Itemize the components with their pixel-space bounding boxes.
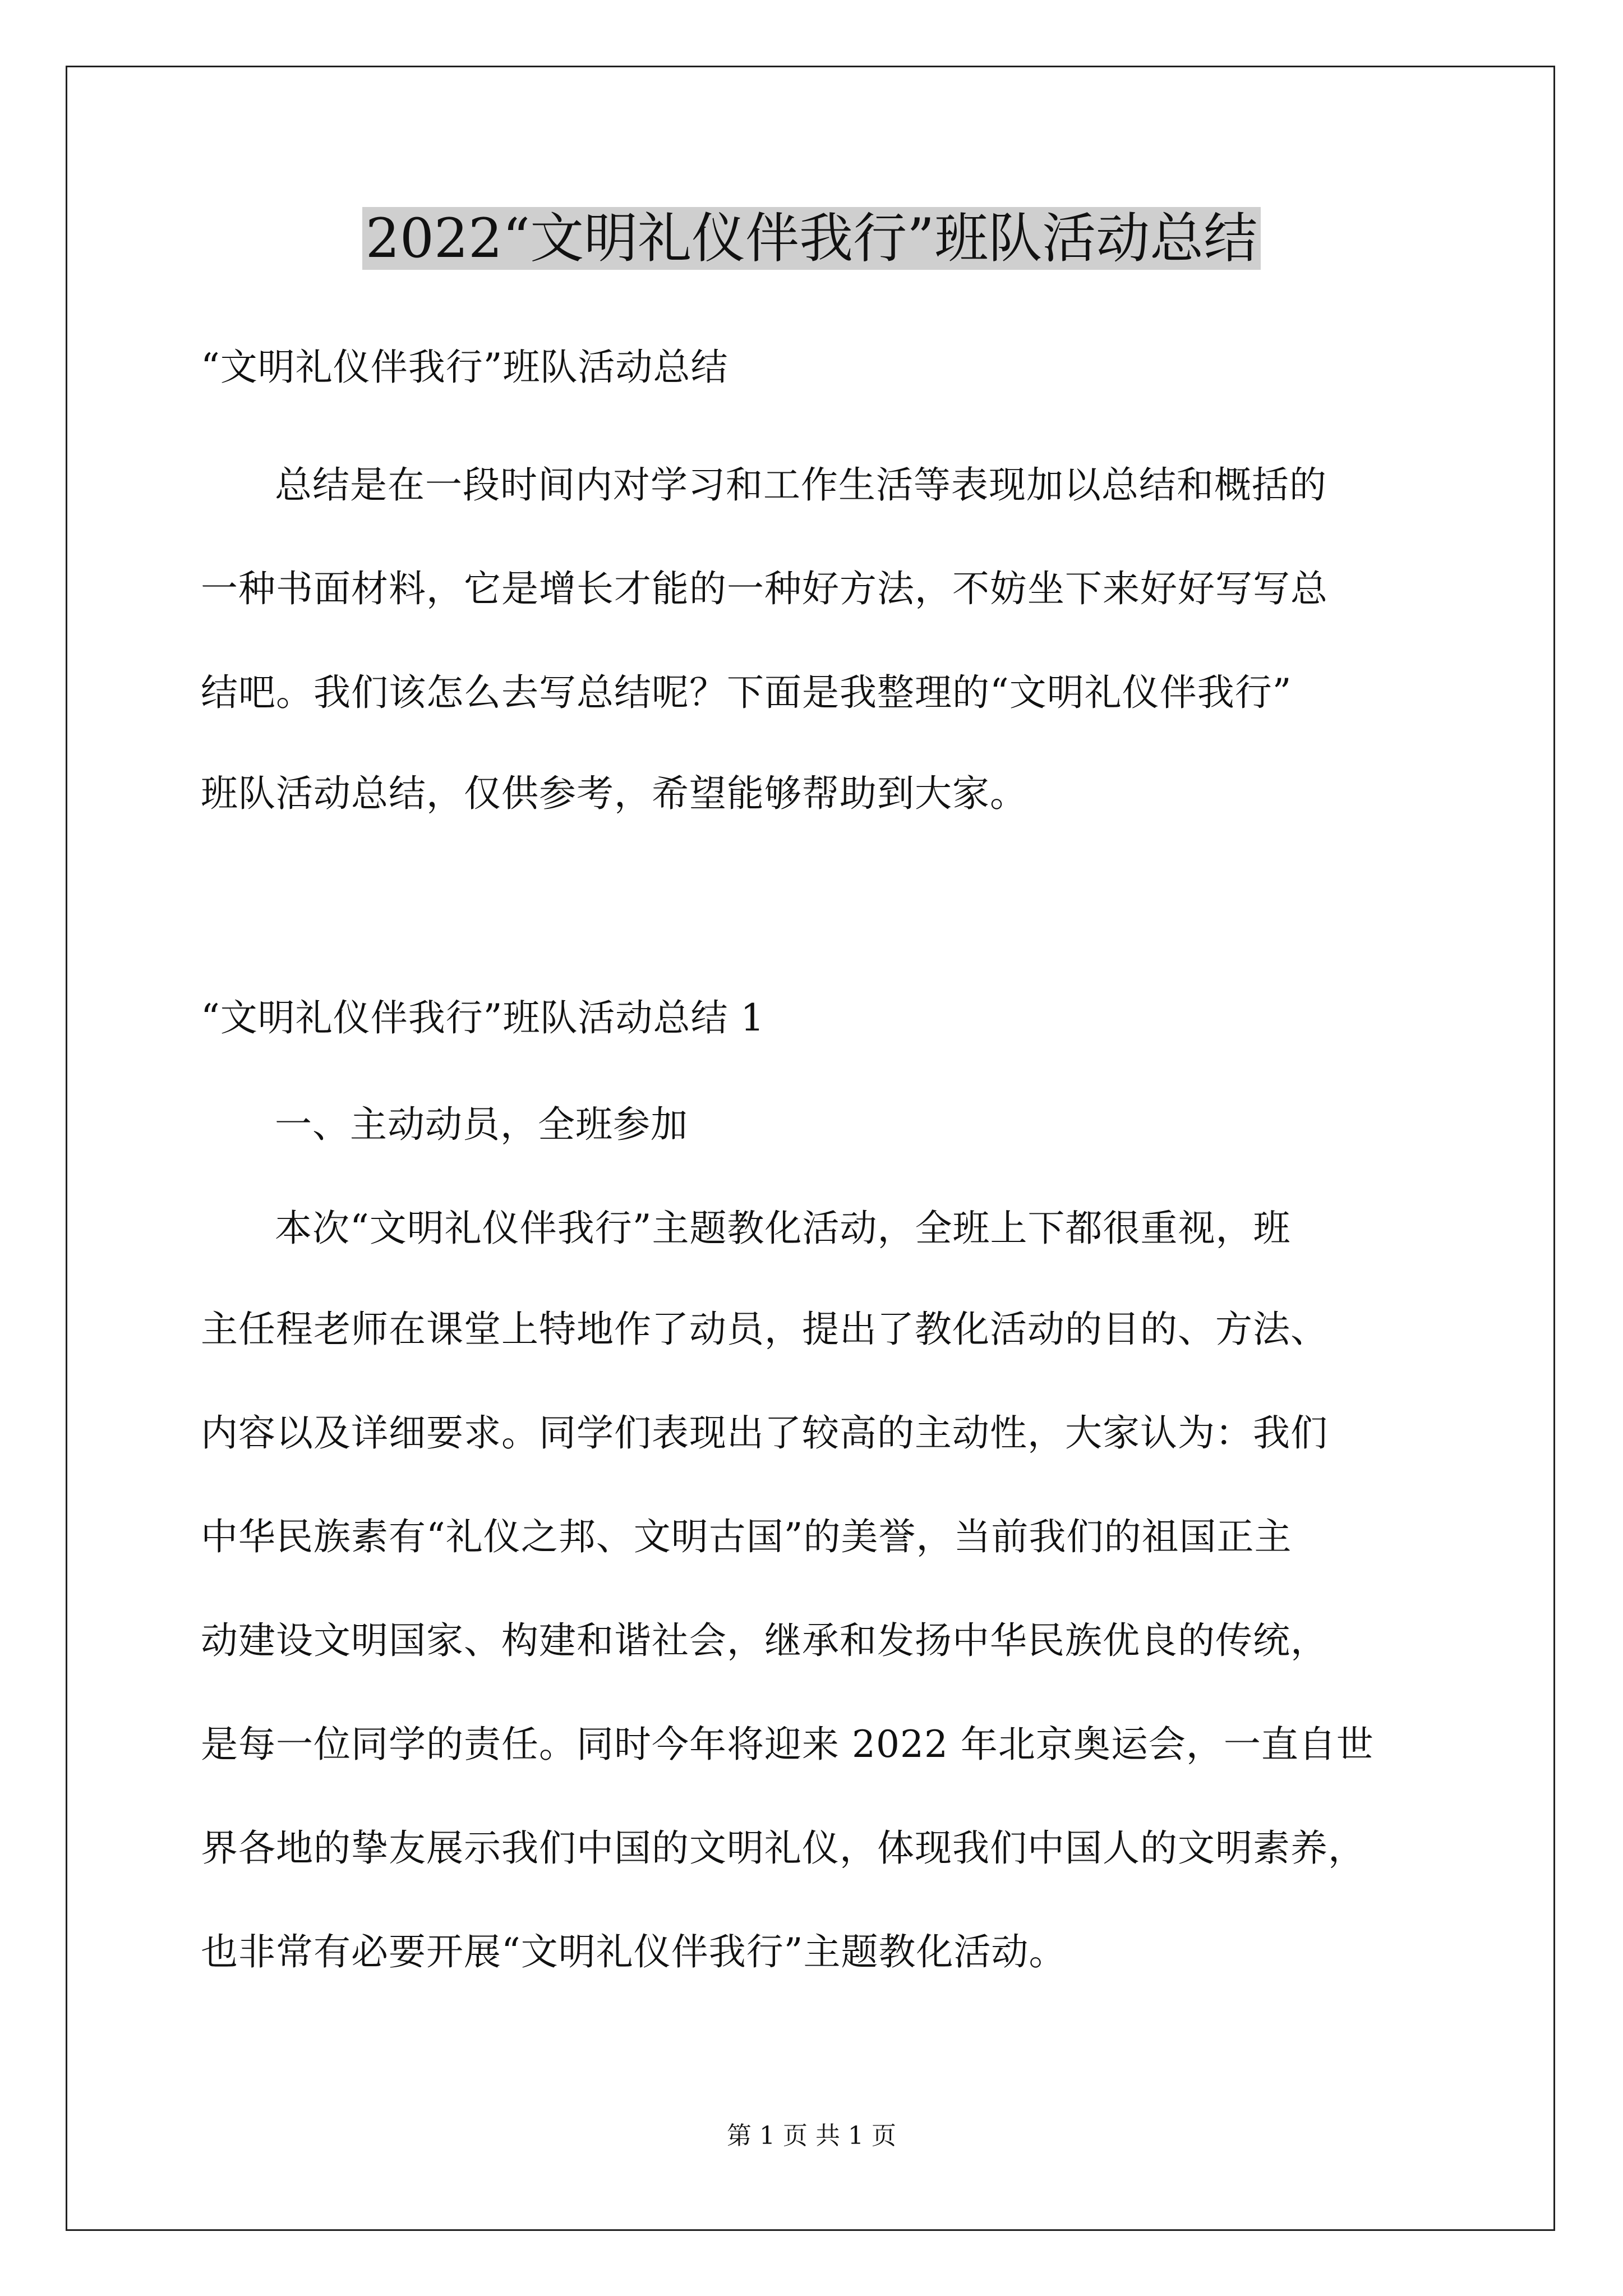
body-line: 是每一位同学的责任。同时今年将迎来 2022 年北京奥运会，一直自世 — [201, 1723, 1374, 1766]
document-subtitle: “文明礼仪伴我行”班队活动总结 — [201, 346, 728, 389]
document-title — [0, 199, 1623, 278]
section-heading: 一、主动动员，全班参加 — [275, 1103, 688, 1146]
document-title-text: 2022“文明礼仪伴我行”班队活动总结 — [362, 207, 1261, 270]
body-line: 动建设文明国家、构建和谐社会，继承和发扬中华民族优良的传统， — [201, 1619, 1328, 1662]
section-title: “文明礼仪伴我行”班队活动总结 1 — [201, 996, 765, 1039]
intro-line: 总结是在一段时间内对学习和工作生活等表现加以总结和概括的 — [275, 463, 1327, 507]
body-line: 界各地的挚友展示我们中国的文明礼仪，体现我们中国人的文明素养， — [201, 1826, 1366, 1870]
page-footer: 第 1 页 共 1 页 — [727, 2122, 896, 2150]
body-line: 也非常有必要开展“文明礼仪伴我行”主题教化活动。 — [201, 1930, 1067, 1973]
intro-line: 结吧。我们该怎么去写总结呢？下面是我整理的“文明礼仪伴我行” — [201, 671, 1292, 714]
body-line: 中华民族素有“礼仪之邦、文明古国”的美誉，当前我们的祖国正主 — [201, 1515, 1292, 1558]
body-line: 主任程老师在课堂上特地作了动员，提出了教化活动的目的、方法、 — [201, 1308, 1328, 1351]
body-line: 内容以及详细要求。同学们表现出了较高的主动性，大家认为：我们 — [201, 1411, 1328, 1455]
intro-line: 班队活动总结，仅供参考，希望能够帮助到大家。 — [201, 772, 1027, 815]
body-line: 本次“文明礼仪伴我行”主题教化活动，全班上下都很重视，班 — [275, 1207, 1291, 1250]
intro-line: 一种书面材料，它是增长才能的一种好方法，不妨坐下来好好写写总 — [201, 567, 1328, 610]
